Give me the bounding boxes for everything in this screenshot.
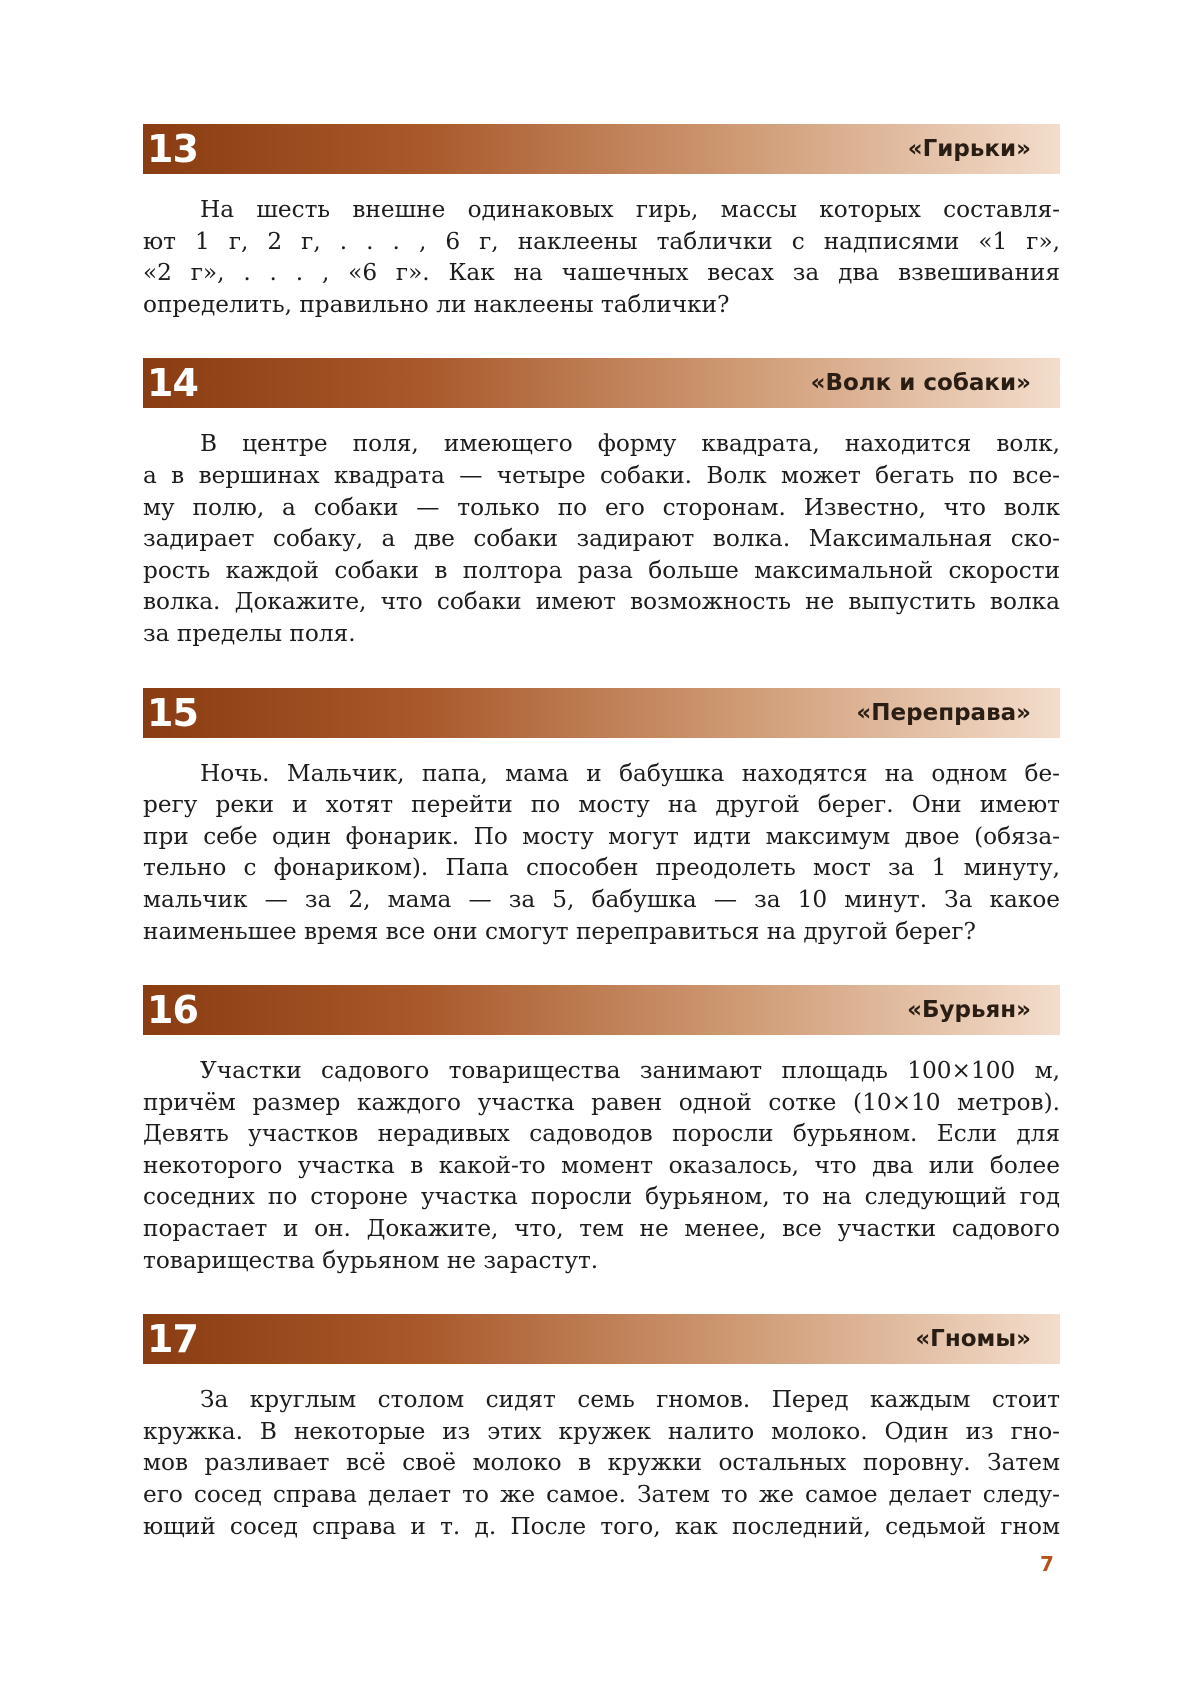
text-line: регу реки и хотят перейти по мосту на другой берег. Они имеют (143, 791, 1060, 819)
problem-header (143, 688, 1060, 738)
text-line: Участки садового товарищества занимают площадь 100×100 м, (200, 1057, 1060, 1085)
text-line: му полю, а собаки — только по его сторонам. Известно, что волк (143, 493, 1060, 521)
text-line: ющий сосед справа и т. д. После того, как последний, седьмой гном (143, 1512, 1060, 1540)
problem-list (143, 124, 1060, 1580)
text-line: задирает собаку, а две собаки задирают волка. Максимальная ско- (143, 525, 1060, 553)
text-line: На шесть внешне одинаковых гирь, массы которых составля- (200, 196, 1060, 223)
problem-15 (143, 688, 1060, 948)
problem-header (143, 124, 1060, 174)
text-line: при себе один фонарик. По мосту могут идти максимум двое (обяза- (143, 822, 1060, 850)
problem-header (143, 1314, 1060, 1364)
text-line: товарищества бурьяном не зарастут. (143, 1246, 599, 1274)
problem-title: «Переправа» (856, 699, 1031, 726)
text-line: волка. Докажите, что собаки имеют возможность не выпустить волка (143, 588, 1060, 616)
problem-text (143, 194, 1060, 320)
problem-header (143, 985, 1060, 1035)
problem-number: 17 (147, 1317, 198, 1362)
text-line: порастает и он. Докажите, что, тем не менее, все участки садового (143, 1215, 1060, 1243)
problem-number: 14 (147, 361, 198, 406)
text-line: его сосед справа делает то же самое. Затем то же самое делает следу- (143, 1481, 1060, 1509)
problem-13 (143, 124, 1060, 320)
problem-text (143, 428, 1060, 649)
problem-16 (143, 985, 1060, 1276)
text-line: тельно с фонариком). Папа способен преодолеть мост за 1 минуту, (143, 854, 1060, 882)
problem-number: 15 (147, 690, 198, 735)
text-line: а в вершинах квадрата — четыре собаки. Волк может бегать по все- (143, 461, 1060, 489)
problem-text (143, 1384, 1060, 1542)
text-line: наименьшее время все они смогут переправиться на другой берег? (143, 917, 976, 945)
problem-title: «Гномы» (915, 1326, 1031, 1353)
text-line: В центре поля, имеющего форму квадрата, находится волк, (200, 430, 1060, 458)
text-line: причём размер каждого участка равен одной сотке (10×10 метров). (143, 1088, 1060, 1116)
text-line: мальчик — за 2, мама — за 5, бабушка — за 10 минут. За какое (143, 885, 1060, 913)
problem-text (143, 1055, 1060, 1276)
text-line: за пределы поля. (143, 619, 356, 647)
problem-14 (143, 358, 1060, 649)
problem-17 (143, 1314, 1060, 1542)
text-line: соседних по стороне участка поросли бурьяном, то на следующий год (143, 1183, 1060, 1211)
text-line: «2 г», . . . , «6 г». Как на чашечных весах за два взвешивания (143, 259, 1060, 287)
text-line: ют 1 г, 2 г, . . . , 6 г, наклеены таблички с надписями «1 г», (143, 227, 1060, 255)
problem-text (143, 758, 1060, 948)
text-line: Ночь. Мальчик, папа, мама и бабушка находятся на одном бе- (200, 759, 1060, 787)
text-line: кружка. В некоторые из этих кружек налито молоко. Один из гно- (143, 1417, 1060, 1445)
problem-title: «Волк и собаки» (810, 370, 1031, 397)
text-line: некоторого участка в какой-то момент оказалось, что два или более (143, 1151, 1060, 1179)
text-line: За круглым столом сидят семь гномов. Перед каждым стоит (200, 1386, 1060, 1414)
text-line: мов разливает всё своё молоко в кружки остальных поровну. Затем (143, 1449, 1060, 1477)
problem-header (143, 358, 1060, 408)
problem-number: 13 (147, 127, 198, 171)
text-line: Девять участков нерадивых садоводов поросли бурьяном. Если для (143, 1120, 1060, 1148)
problem-title: «Бурьян» (907, 997, 1031, 1024)
problem-number: 16 (147, 988, 198, 1033)
text-line: определить, правильно ли наклеены таблички? (143, 290, 730, 318)
page-number: 7 (1040, 1552, 1054, 1576)
text-line: рость каждой собаки в полтора раза больше максимальной скорости (143, 556, 1060, 584)
problem-title: «Гирьки» (907, 136, 1031, 162)
